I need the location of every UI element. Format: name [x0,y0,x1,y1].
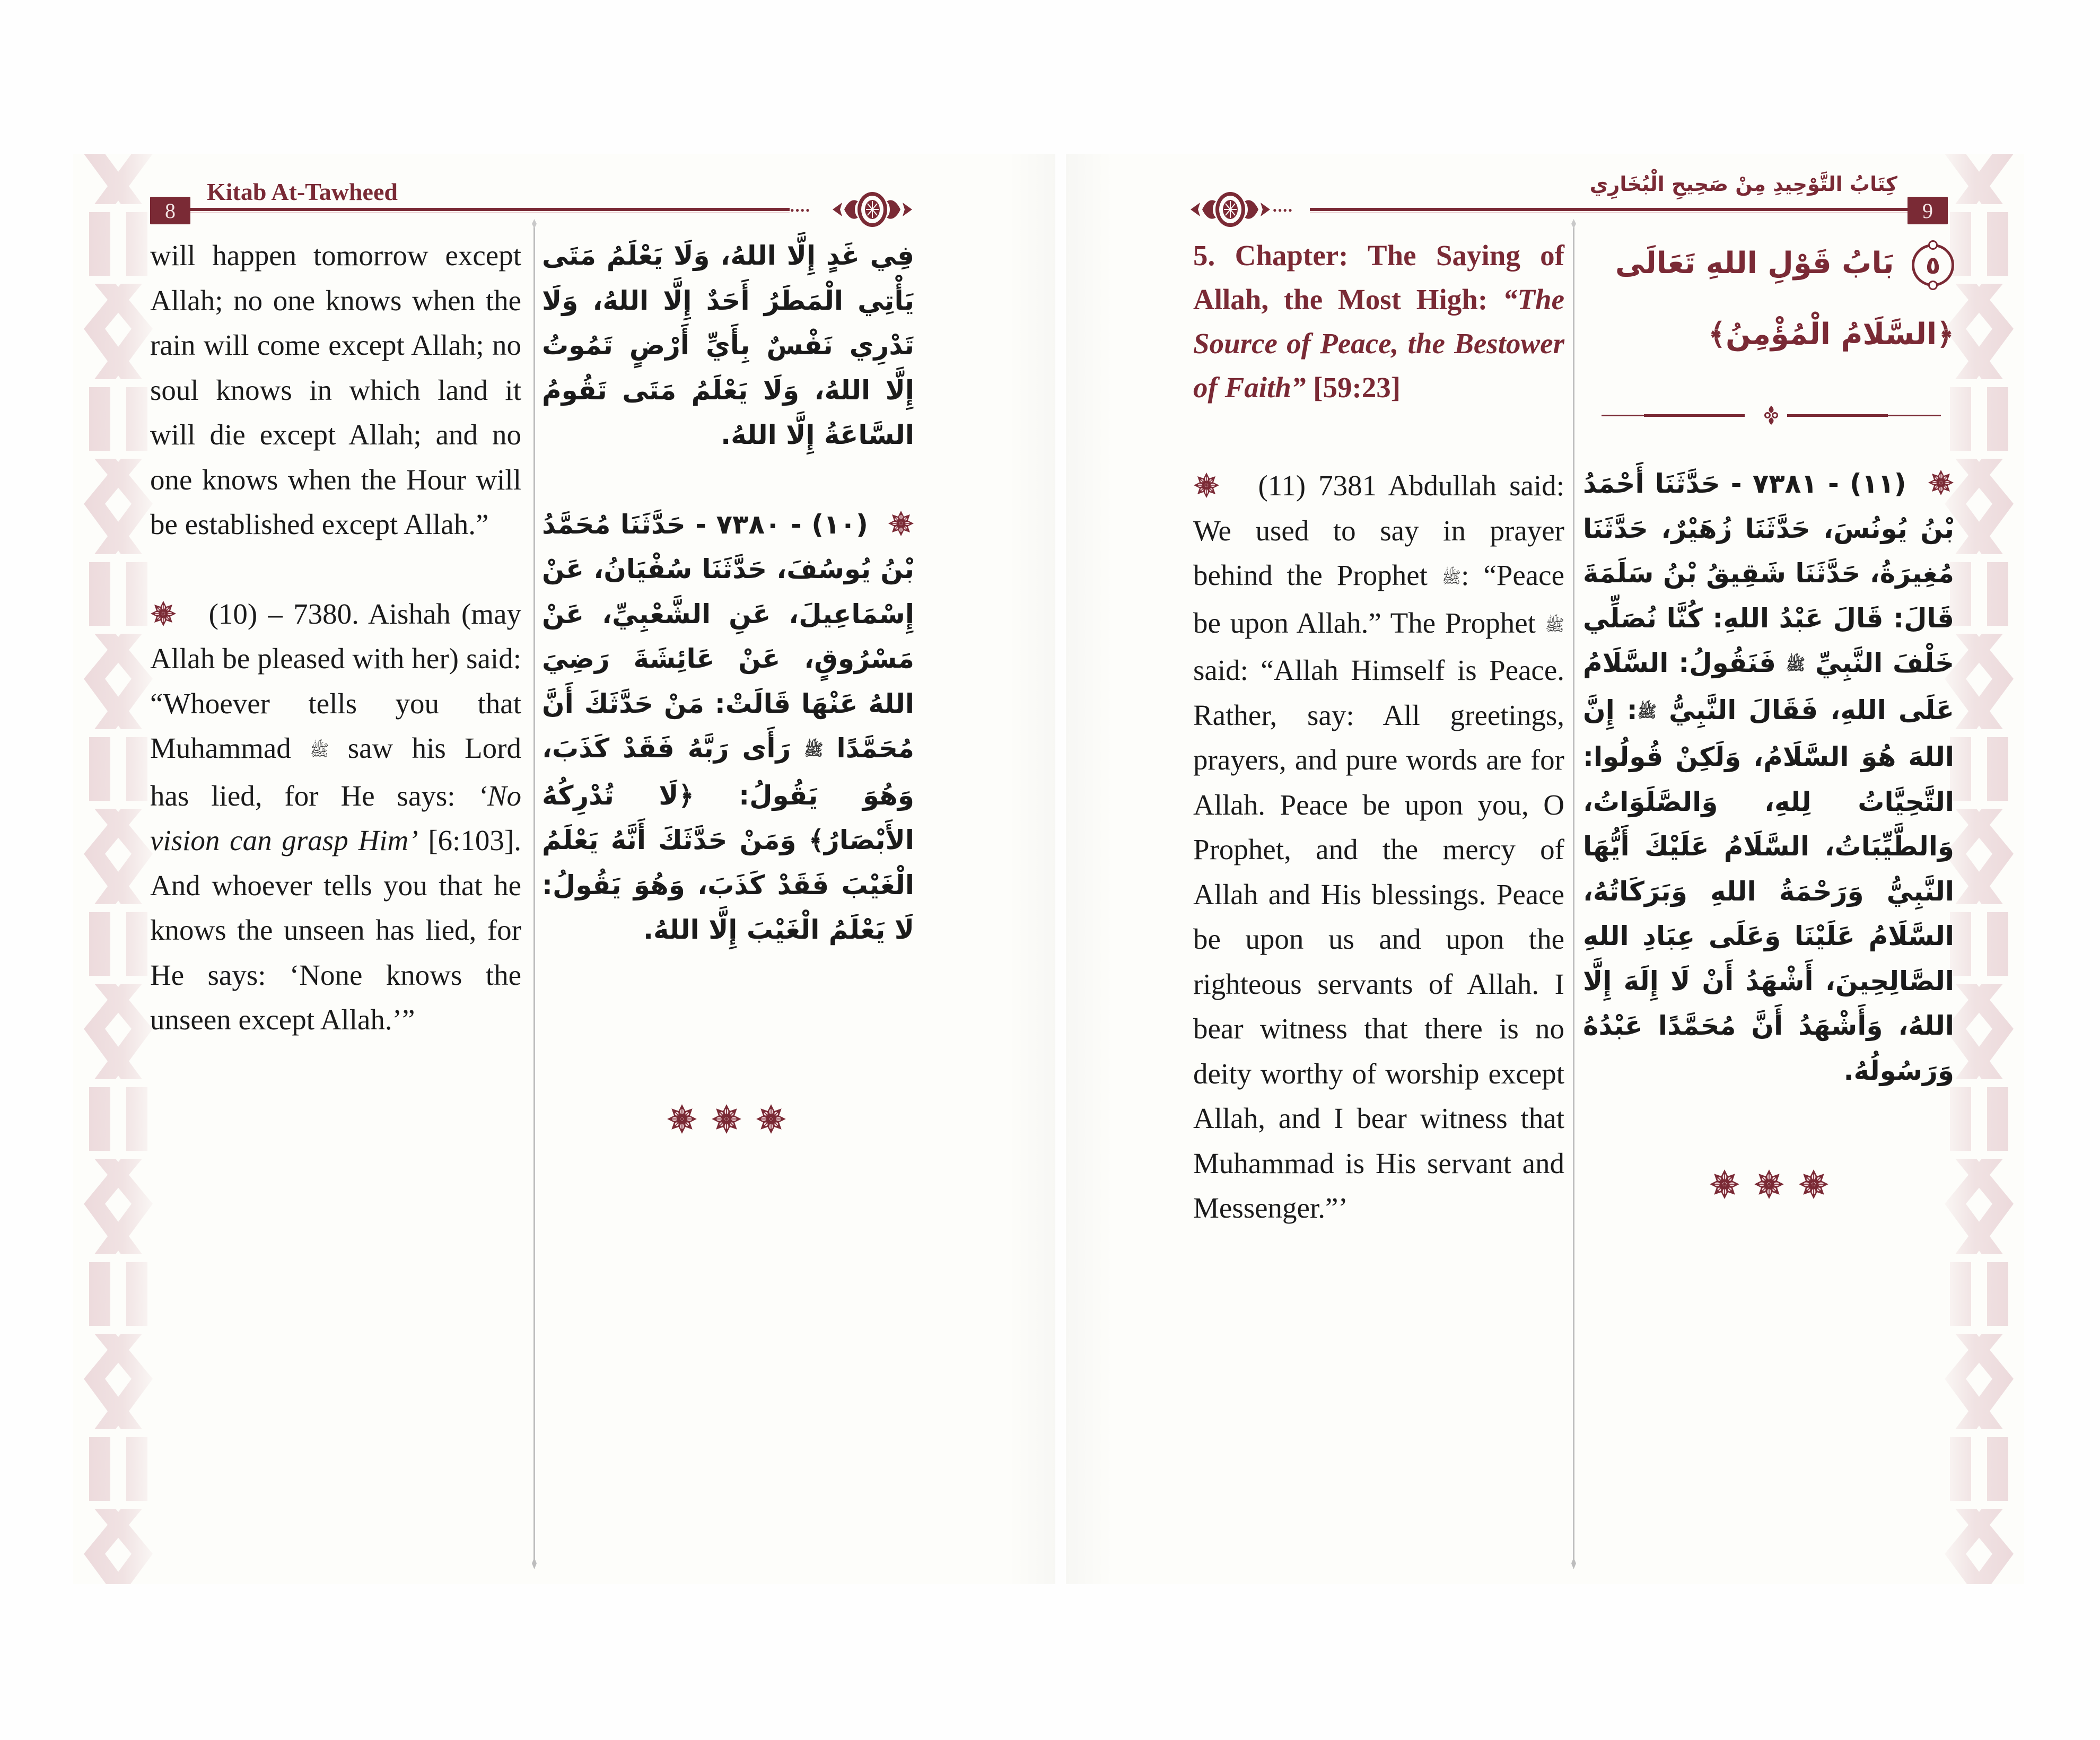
hadith-9-continuation-ar: فِي غَدٍ إِلَّا اللهُ، وَلَا يَعْلَمُ مَتَى يَأْتِي الْمَطَرُ أَحَدٌ إِلَّا اللهُ، وَلَا تَدْرِي نَفْسٌ بِأَيِّ أَرْضٍ تَمُوتُ إِلَّا اللهُ، وَلَا يَعْلَمُ مَتَى تَقُومُ السَّاعَةُ إِلَّا اللهُ. [542,240,914,450]
hadith-number: (١١) - ٧٣٨١ - [1730,468,1906,499]
hadith-9-continuation-en: will happen tomorrow except Allah; no one knows when the rain will come except Allah; no soul knows in which land it will die except Allah; and no one knows when the Hour will be established except Allah.” [150,239,521,540]
header-rule [190,208,790,211]
hadith-text: حَدَّثَنَا مُحَمَّدُ بْنُ يُوسُفَ، حَدَّثَنَا سُفْيَانُ، عَنْ إِسْمَاعِيلَ، عَنِ الشَّعْبِيِّ، عَنْ مَسْرُوقٍ، عَنْ عَائِشَةَ رَضِيَ اللهُ عَنْهَا قَالَتْ: مَنْ حَدَّثَكَ أَنَّ مُحَمَّدًا [542,509,914,764]
hadith-text: : إِنَّ اللهَ هُوَ السَّلَامُ، وَلَكِنْ قُولُوا: التَّحِيَّاتُ لِلهِ، وَالصَّلَوَاتُ، وَالطَّيِّبَاتُ، السَّلَامُ عَلَيْكَ أَيُّهَا النَّبِيُّ وَرَحْمَةُ اللهِ وَبَرَكَاتُهُ، السَّلَامُ عَلَيْنَا وَعَلَى عِبَادِ اللهِ الصَّالِحِينَ، أَشْهَدُ أَنْ لَا إِلَهَ إِلَّا اللهُ، وَأَشْهَدُ أَنَّ مُحَمَّدًا عَبْدُهُ وَرَسُولُهُ. [1583,694,1954,1086]
spine-shadow [1008,154,1055,1584]
quran-reference: [6:103]. [428,824,521,856]
hadith-text: saw his Lord has lied, for He says: [150,732,521,812]
spine-shadow [1066,154,1114,1584]
octagram-rosette-icon [150,600,177,627]
header-rule [1310,208,1908,211]
three-rosettes-icon [667,1104,786,1134]
chapter-title-ar: بَابُ قَوْلِ اللهِ تَعَالَى ﴿السَّلَامُ الْمُؤْمِنُ﴾ [1615,246,1954,352]
hadith-text: Aishah (may Allah be pleased with her) said: “Whoever tells you that Muhammad [150,597,521,764]
chapter-quote: “The Source of Peace, the Bestower of Faith” [1193,283,1565,404]
rosette-icon [711,1104,742,1134]
rosette-icon [1754,1169,1784,1200]
chapter-heading-ar [1583,228,1954,370]
chapter-title: 5. Chapter: The Saying of Allah, the Most High: [1193,239,1564,316]
hadith-text: حَدَّثَنَا أَحْمَدُ بْنُ يُونُسَ، حَدَّثَنَا زُهَيْرٌ، حَدَّثَنَا مُغِيرَةُ، حَدَّثَنَا شَقِيقُ بْنُ سَلَمَةَ قَالَ: قَالَ عَبْدُ اللهِ: كُنَّا نُصَلِّي خَلْفَ النَّبِيِّ [1583,468,1955,678]
chapter-divider [1591,406,1952,425]
hadith-number: (١٠) - ٧٣٨٠ - [695,509,869,540]
english-column [1193,233,1564,1231]
arabic-hadith-column [1583,461,1954,1093]
hadith-11-en [1193,464,1564,1231]
chapter-heading-en [1193,233,1564,409]
running-title: Kitab At-Tawheed [207,178,398,205]
page-number: 9 [1908,197,1948,224]
knot-ornament-icon [1762,406,1781,425]
hadith-text: : “Peace be upon Allah.” The Prophet [1193,559,1565,639]
rosette-icon [1798,1169,1829,1200]
chapter-number-badge: ٥ [1912,244,1954,286]
quran-quote: ‘No vision can grasp Him’ [150,779,521,856]
hadith-text: Abdullah said: We used to say in prayer behind the Prophet [1193,469,1564,591]
english-column [150,233,521,1043]
hadith-number: (10) – 7380. [208,597,359,630]
rosette-icon [667,1104,697,1134]
hadith-10-ar [542,502,914,952]
salutation-glyph: ﷺ [1441,569,1462,587]
salutation-glyph: ﷺ [1545,616,1564,635]
hadith-number: (11) 7381 [1258,469,1377,502]
hadith-10-en [150,592,521,1043]
salutation-glyph: ﷺ [310,741,329,760]
column-divider [533,225,535,1562]
floral-medallion-icon [833,191,912,228]
page-number: 8 [150,197,190,224]
octagram-rosette-icon [1193,472,1220,499]
arabic-column [1583,228,1954,370]
hadith-text: And whoever tells you that he knows the unseen has lied, for He says: ‘None knows the unseen except Allah.’” [150,869,521,1036]
floral-medallion-icon [1191,191,1270,228]
salutation-glyph: ﷺ [804,741,824,759]
rosette-icon [756,1104,786,1134]
arabic-column [542,233,914,952]
chapter-reference: [59:23] [1313,371,1401,404]
salutation-glyph: ﷺ [1786,655,1806,674]
octagram-rosette-icon [888,510,914,537]
hadith-text: فَنَقُولُ: السَّلَامُ عَلَى اللهِ، فَقَالَ النَّبِيُّ [1583,648,1954,725]
column-divider [1573,225,1574,1562]
hadith-11-ar [1583,461,1954,1093]
header-dots: •••• [790,204,811,217]
rosette-icon [1709,1169,1740,1200]
header-dots: •••• [1273,204,1293,217]
hadith-text: رَأَى رَبَّهُ فَقَدْ كَذَبَ، وَهُوَ يَقُولُ: ﴿لَا تُدْرِكُهُ الأَبْصَارُ﴾ وَمَنْ حَدَّثَكَ أَنَّهُ يَعْلَمُ الْغَيْبَ فَقَدْ كَذَبَ، وَهُوَ يَقُولُ: لَا يَعْلَمُ الْغَيْبَ إِلَّا اللهُ. [542,733,914,945]
octagram-rosette-icon [1928,469,1954,496]
three-rosettes-icon [1709,1169,1829,1200]
running-title-arabic: كِتَابُ التَّوْحِيدِ مِنْ صَحِيحِ الْبُخَارِي [1589,172,1897,196]
salutation-glyph: ﷺ [1637,702,1657,721]
hadith-text: said: “Allah Himself is Peace. Rather, say: All greetings, prayers, and pure words are for Allah. Peace be upon you, O Prophet, and the mercy of Allah and His blessings. Peace be upon us and upon the righteous servants of Allah. I bear witness that there is no deity worthy of worship except Allah, and I bear witness that Muhammad is His servant and Messenger.”’ [1193,654,1564,1224]
